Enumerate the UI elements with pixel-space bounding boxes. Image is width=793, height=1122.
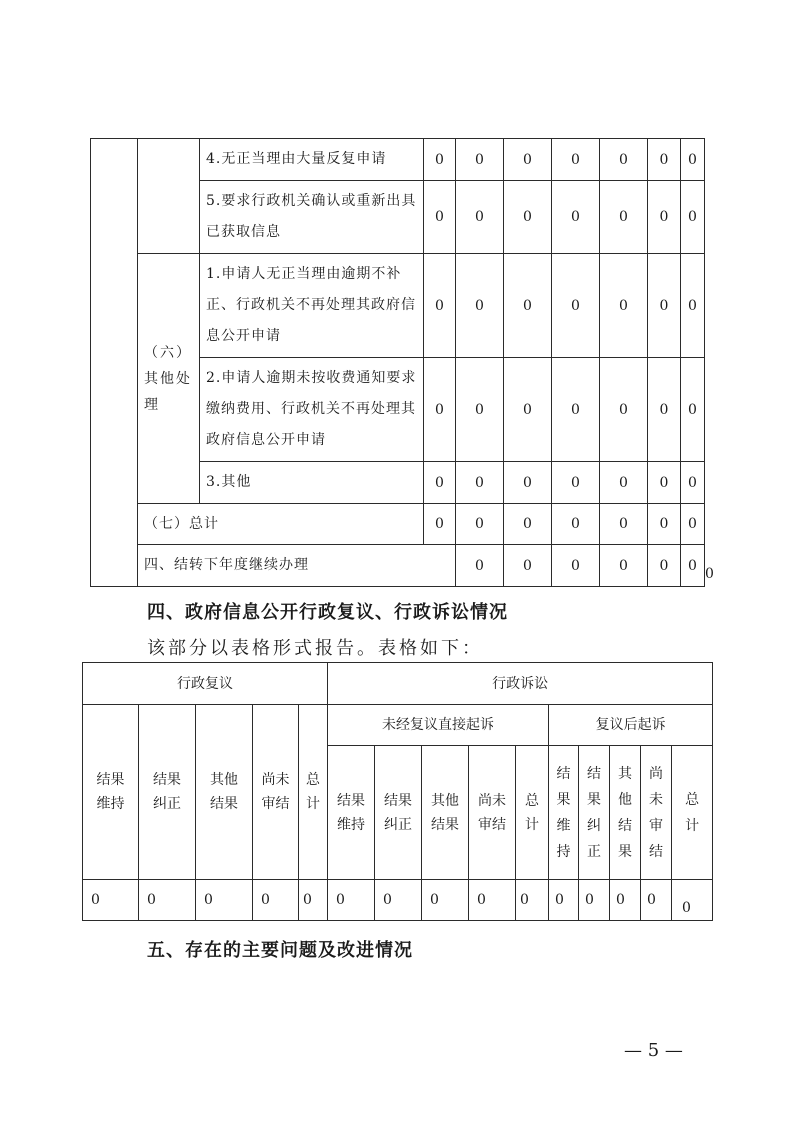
- value-cell: 0: [600, 462, 648, 504]
- section4-intro: 该部分以表格形式报告。表格如下：: [147, 638, 483, 659]
- page-number: — 5 —: [624, 1040, 683, 1061]
- value-cell: 0: [549, 880, 579, 921]
- value-cell: 0: [456, 504, 504, 545]
- value-cell: 0: [504, 358, 552, 462]
- after-col-header: 结 果 纠 正: [579, 746, 610, 880]
- value-cell: 0: [681, 358, 705, 462]
- value-cell: 0: [648, 358, 681, 462]
- value-cell: 0: [424, 358, 456, 462]
- value-cell: 0: [681, 504, 705, 545]
- value-cell: 0: [424, 139, 456, 181]
- direct-col-header: 尚未 审结: [469, 746, 516, 880]
- review-col-header: 尚未 审结: [253, 705, 299, 880]
- section4-heading: 四、政府信息公开行政复议、行政诉讼情况: [147, 602, 508, 623]
- value-cell: 0: [681, 545, 705, 587]
- value-cell: 0: [456, 254, 504, 358]
- value-cell: 0: [469, 880, 516, 921]
- value-cell: 0: [456, 358, 504, 462]
- admin-review-header: 行政复议: [83, 663, 328, 705]
- value-cell: 0: [648, 254, 681, 358]
- value-cell: 0: [579, 880, 610, 921]
- after-col-header: 其 他 结 果: [610, 746, 641, 880]
- review-col-header: 总 计: [299, 705, 328, 880]
- value-cell: 0: [672, 880, 713, 921]
- table-row: [91, 254, 705, 358]
- value-cell: 0: [253, 880, 299, 921]
- after-col-header: 尚 未 审 结: [641, 746, 672, 880]
- row-label: 4.无正当理由大量反复申请: [200, 139, 424, 181]
- value-cell: 0: [456, 139, 504, 181]
- value-cell: 0: [600, 504, 648, 545]
- value-cell: 0: [456, 181, 504, 254]
- header-row: [83, 705, 713, 746]
- value-cell: 0: [552, 139, 600, 181]
- value-cell: 0: [424, 254, 456, 358]
- value-cell: 0: [504, 139, 552, 181]
- value-cell: 0: [552, 545, 600, 587]
- value-cell: 0: [600, 181, 648, 254]
- direct-col-header: 结果 纠正: [375, 746, 422, 880]
- value-cell: 0: [196, 880, 253, 921]
- value-cell: 0: [422, 880, 469, 921]
- row-label: 3.其他: [200, 462, 424, 504]
- value-cell: 0: [681, 139, 705, 181]
- value-cell: 0: [504, 254, 552, 358]
- value-cell: 0: [83, 880, 139, 921]
- value-cell: 0: [516, 880, 549, 921]
- direct-col-header: 结果 维持: [328, 746, 375, 880]
- value-cell: 0: [648, 462, 681, 504]
- value-cell: 0: [648, 545, 681, 587]
- value-cell: 0: [681, 181, 705, 254]
- carryover-row: 四、结转下年度继续办理 0 0 0 0 0 0 0: [91, 545, 705, 587]
- section5-heading: 五、存在的主要问题及改进情况: [147, 940, 413, 961]
- outer-spacer-cell: [91, 139, 138, 587]
- value-cell: 0: [600, 545, 648, 587]
- carryover-label: 四、结转下年度继续办理: [138, 545, 456, 587]
- value-cell: 0: [552, 504, 600, 545]
- value-cell: 0: [681, 254, 705, 358]
- value-cell: 0: [424, 504, 456, 545]
- value-cell: 0: [424, 462, 456, 504]
- value-cell: 0: [504, 504, 552, 545]
- after-col-header: 总 计: [672, 746, 713, 880]
- value-cell: 0: [610, 880, 641, 921]
- value-cell: 0: [504, 462, 552, 504]
- review-col-header: 结果 维持: [83, 705, 139, 880]
- value-cell: 0: [456, 462, 504, 504]
- value-cell: 0: [504, 181, 552, 254]
- table-row: [91, 139, 705, 181]
- direct-suit-header: 未经复议直接起诉: [328, 705, 549, 746]
- value-cell: 0: [456, 545, 504, 587]
- value-cell: 0: [648, 504, 681, 545]
- value-cell: 0: [600, 139, 648, 181]
- row-label: 2.申请人逾期未按收费通知要求缴纳费用、行政机关不再处理其政府信息公开申请: [200, 358, 424, 462]
- value-cell: 0: [504, 545, 552, 587]
- value-cell: 0: [139, 880, 196, 921]
- value-cell: 0: [648, 181, 681, 254]
- category-other-processing: （六）其他处理: [138, 254, 200, 504]
- values-row: [83, 880, 713, 921]
- value-cell: 0: [648, 139, 681, 181]
- row-label: 5.要求行政机关确认或重新出具已获取信息: [200, 181, 424, 254]
- review-col-header: 结果 纠正: [139, 705, 196, 880]
- value-cell: 0: [552, 254, 600, 358]
- header-row: [83, 663, 713, 705]
- value-cell: 0: [552, 358, 600, 462]
- value-cell: 0: [600, 254, 648, 358]
- value-cell: 0: [681, 462, 705, 504]
- value-cell: 0: [600, 358, 648, 462]
- category-spacer-cell: [138, 139, 200, 254]
- total-row: [91, 504, 705, 545]
- value-cell: 0: [375, 880, 422, 921]
- post-review-suit-header: 复议后起诉: [549, 705, 713, 746]
- row-label: 1.申请人无正当理由逾期不补正、行政机关不再处理其政府信息公开申请: [200, 254, 424, 358]
- processing-results-table: [90, 138, 714, 587]
- admin-litigation-header: 行政诉讼: [328, 663, 713, 705]
- after-col-header: 结 果 维 持: [549, 746, 579, 880]
- review-litigation-table: [82, 662, 713, 921]
- review-col-header: 其他 结果: [196, 705, 253, 880]
- total-label: （七）总计: [138, 504, 424, 545]
- value-cell: 0: [641, 880, 672, 921]
- value-cell: 0: [328, 880, 375, 921]
- direct-col-header: 其他 结果: [422, 746, 469, 880]
- value-cell: 0: [552, 462, 600, 504]
- value-cell: 0: [424, 181, 456, 254]
- value-cell: 0: [299, 880, 328, 921]
- direct-col-header: 总 计: [516, 746, 549, 880]
- value-cell: 0: [552, 181, 600, 254]
